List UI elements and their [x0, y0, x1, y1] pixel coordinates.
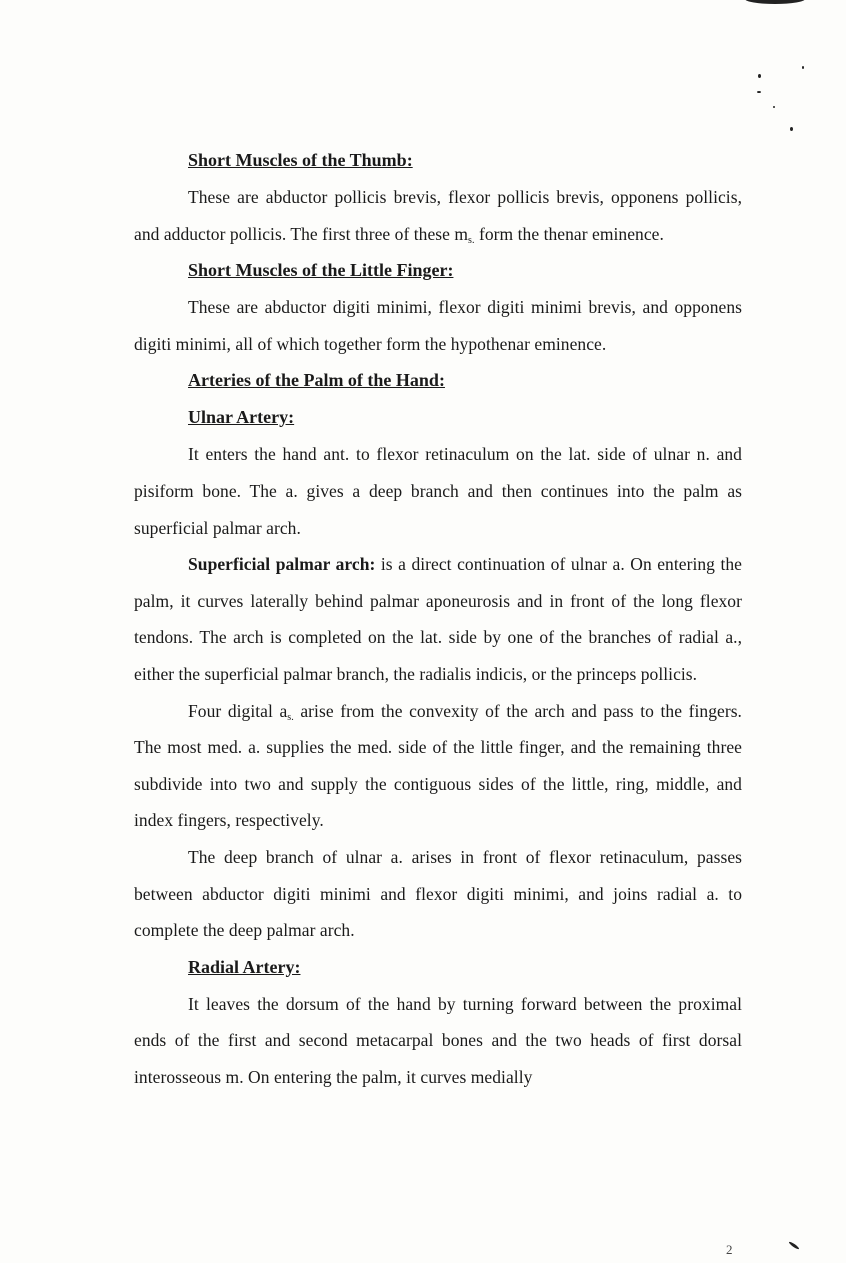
scan-artifact	[745, 0, 805, 4]
paragraph-text: form the thenar eminence.	[474, 223, 664, 244]
paragraph-little-finger-muscles: These are abductor digiti minimi, flexor digiti minimi brevis, and opponens digiti minimi, all of which together form the hypothenar eminence.	[134, 297, 742, 354]
abbrev-subscript: s.	[287, 711, 294, 723]
term-superficial-palmar-arch: Superficial palmar arch:	[188, 554, 376, 575]
paragraph-text: These are abductor pollicis brevis, flexor pollicis brevis, opponens pollicis, and adductor pollicis. The first three of these m	[134, 187, 742, 244]
scan-artifact	[773, 106, 775, 108]
paragraph-text: is a direct continuation of ulnar a. On entering the palm, it curves laterally behind palmar aponeurosis and in front of the long flexor tendons. The arch is completed on the lat. side by one of the branches of radial a., either the superficial palmar branch, the radialis indicis, or the princeps pollicis.	[134, 554, 742, 684]
heading-short-muscles-little-finger: Short Muscles of the Little Finger:	[188, 260, 454, 281]
paragraph-text: arise from the convexity of the arch and pass to the fingers. The most med. a. supplies the med. side of the little finger, and the remaining three subdivide into two and supply the contiguous sides of the little, ring, middle, and index fingers, respectively.	[134, 700, 742, 831]
paragraph-radial-artery: It leaves the dorsum of the hand by turning forward between the proximal ends of the first and second metacarpal bones and the two heads of first dorsal interosseous m. On entering the palm, it curves medially	[134, 993, 742, 1087]
scan-artifact	[757, 91, 761, 93]
scan-artifact	[802, 66, 804, 69]
heading-ulnar-artery: Ulnar Artery:	[188, 407, 295, 428]
scan-artifact	[788, 1241, 800, 1250]
paragraph-ulnar-entry: It enters the hand ant. to flexor retinaculum on the lat. side of ulnar n. and pisiform bone. The a. gives a deep branch and then continues into the palm as superficial palmar arch.	[134, 444, 742, 538]
abbrev-subscript: s.	[468, 234, 475, 246]
heading-arteries-palm: Arteries of the Palm of the Hand:	[188, 370, 445, 391]
page-number: 2	[726, 1242, 733, 1257]
paragraph-thumb-muscles	[134, 179, 742, 252]
heading-short-muscles-thumb: Short Muscles of the Thumb:	[188, 150, 413, 170]
paragraph-text: Four digital a	[188, 700, 288, 721]
scan-artifact	[790, 127, 793, 131]
body-text	[134, 142, 742, 1095]
paragraph-deep-branch: The deep branch of ulnar a. arises in front of flexor retinaculum, passes between abductor digiti minimi and flexor digiti minimi, and joins radial a. to complete the deep palmar arch.	[134, 846, 742, 941]
paragraph-digital-arteries	[134, 693, 742, 839]
paragraph-superficial-palmar-arch	[134, 546, 742, 692]
heading-radial-artery: Radial Artery:	[188, 956, 301, 977]
scan-artifact	[758, 74, 761, 78]
